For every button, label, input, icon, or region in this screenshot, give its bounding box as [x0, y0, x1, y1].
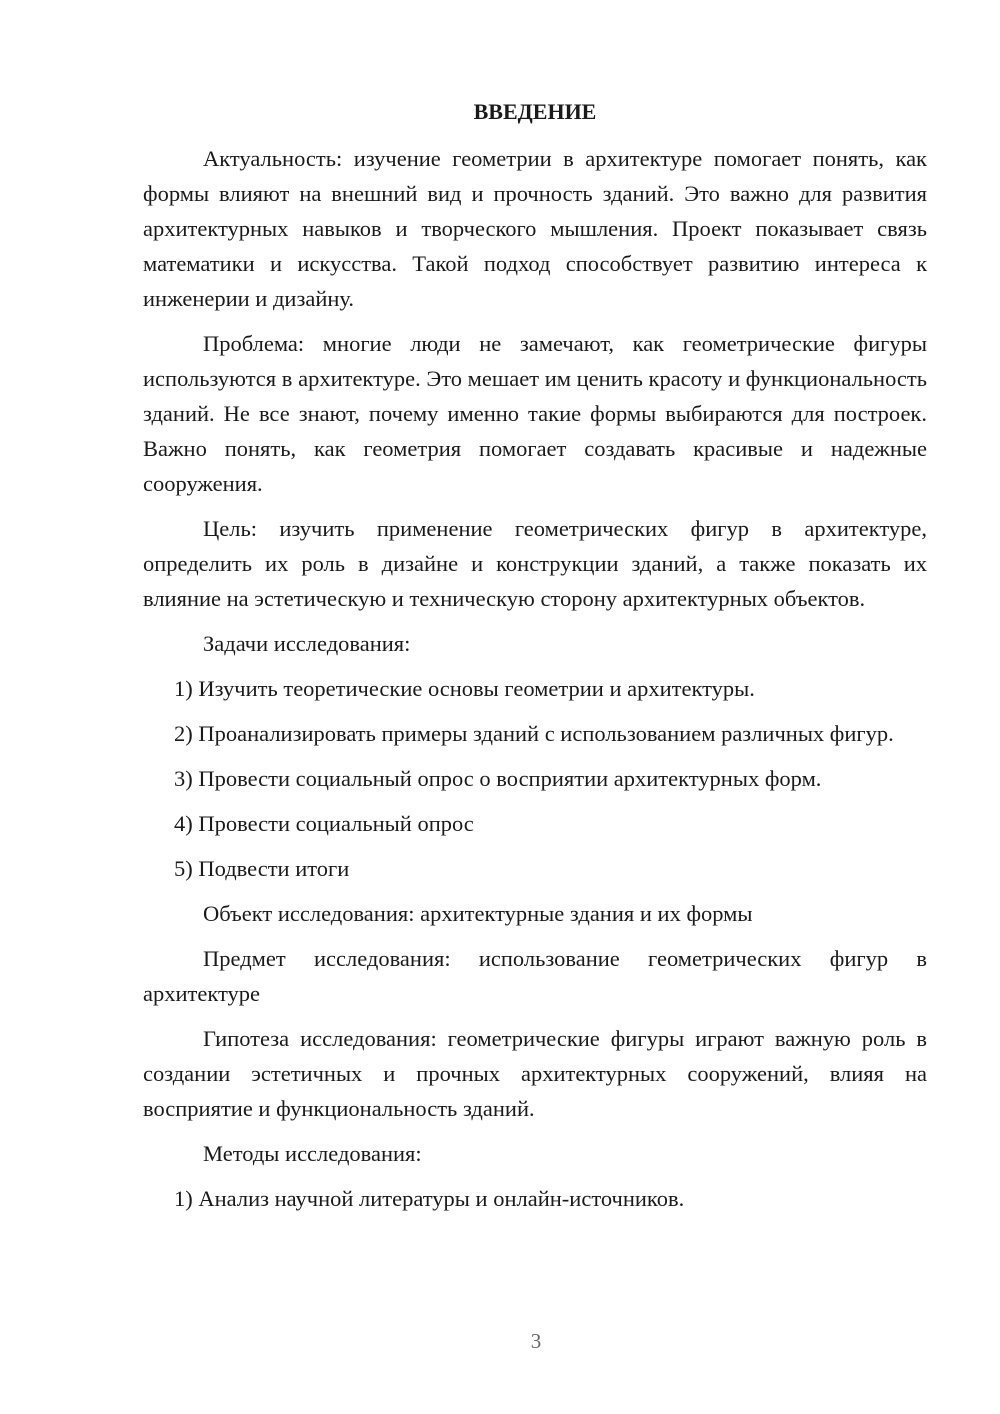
research-subject: Предмет исследования: использование геометрических фигур в архитектуре: [143, 946, 927, 1006]
method-item-1: 1) Анализ научной литературы и онлайн-источников.: [174, 1186, 685, 1211]
task-item-5: 5) Подвести итоги: [174, 856, 350, 881]
task-item-4: 4) Провести социальный опрос: [174, 811, 474, 836]
methods-heading: Методы исследования:: [203, 1141, 422, 1166]
task-item-3: 3) Провести социальный опрос о восприятии архитектурных форм.: [174, 766, 822, 791]
page-number: 3: [530, 1329, 542, 1353]
task-item-1: 1) Изучить теоретические основы геометрии и архитектуры.: [174, 676, 755, 701]
paragraph-problem: Проблема: многие люди не замечают, как геометрические фигуры используются в архитектуре. Это мешает им ценить красоту и функциональность зданий. Не все знают, почему именно такие формы выбираются для построек. Важно понять, как геометрия помогает создавать красивые и надежные сооружения.: [143, 331, 927, 496]
tasks-heading: Задачи исследования:: [203, 631, 411, 656]
section-title: ВВЕДЕНИЕ: [473, 99, 597, 124]
paragraph-relevance: Актуальность: изучение геометрии в архитектуре помогает понять, как формы влияют на внешний вид и прочность зданий. Это важно для развития архитектурных навыков и творческого мышления. Проект показывает связь математики и искусства. Такой подход способствует развитию интереса к инженерии и дизайну.: [143, 146, 927, 311]
research-object: Объект исследования: архитектурные здания и их формы: [203, 901, 753, 926]
research-hypothesis: Гипотеза исследования: геометрические фигуры играют важную роль в создании эстетичных и прочных архитектурных сооружений, влияя на восприятие и функциональность зданий.: [143, 1026, 927, 1121]
task-item-2: 2) Проанализировать примеры зданий с использованием различных фигур.: [174, 721, 894, 746]
paragraph-goal: Цель: изучить применение геометрических фигур в архитектуре, определить их роль в дизайне и конструкции зданий, а также показать их влияние на эстетическую и техническую сторону архитектурных объектов.: [143, 516, 927, 611]
document-body: [143, 94, 927, 1226]
